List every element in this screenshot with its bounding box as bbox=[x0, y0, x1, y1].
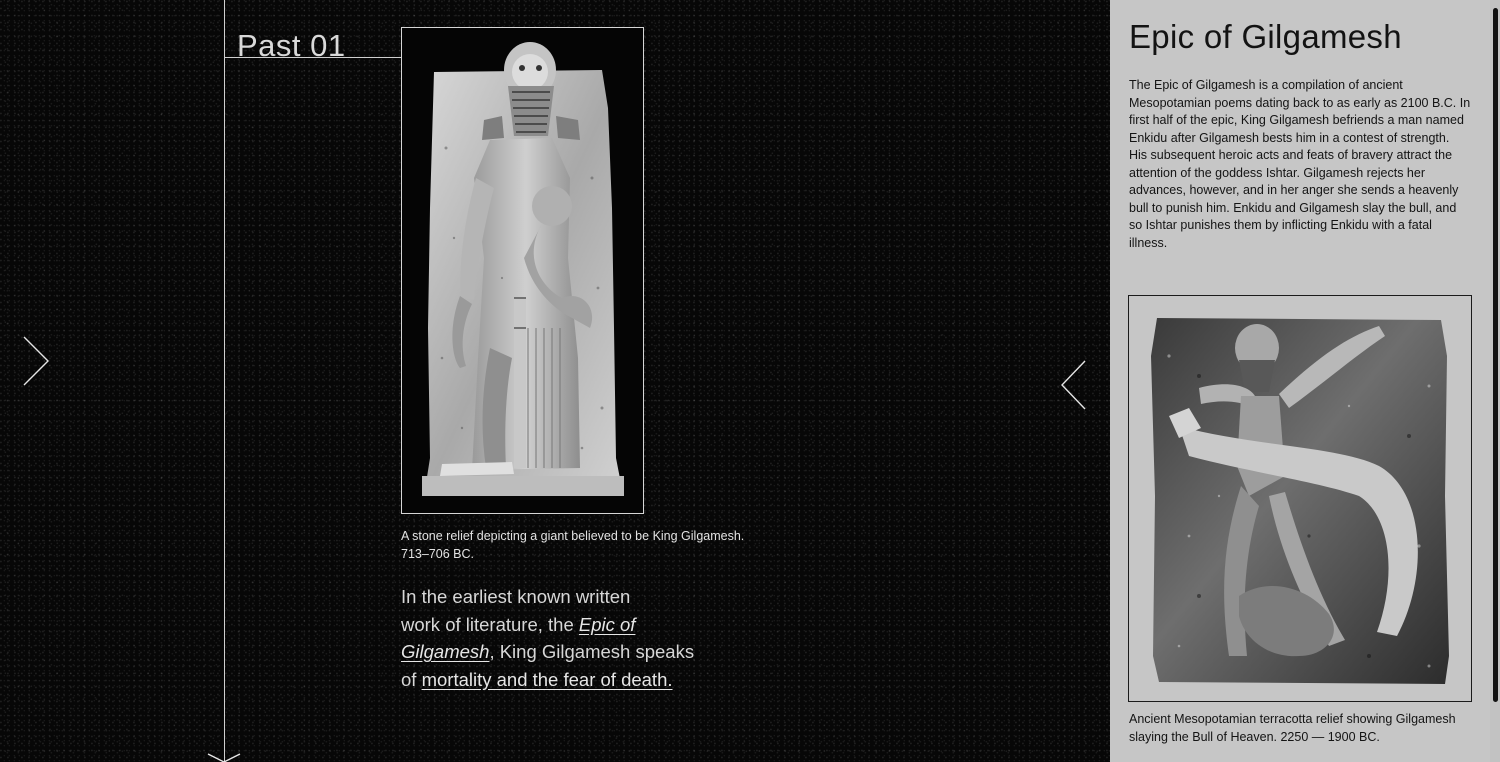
gilgamesh-relief-image bbox=[401, 27, 644, 514]
panel-body-line: so Ishtar punishes them by inflicting Enkidu with a fatal bbox=[1129, 218, 1432, 232]
bull-caption-line: slaying the Bull of Heaven. 2250 — 1900 BC. bbox=[1129, 729, 1380, 744]
relief-caption-line: A stone relief depicting a giant believed to be King Gilgamesh. bbox=[401, 529, 745, 543]
panel-body-line: Mesopotamian poems dating back to as early as 2100 B.C. In bbox=[1129, 95, 1471, 110]
panel-body-line: first half of the epic, King Gilgamesh befriends a man named bbox=[1129, 113, 1464, 127]
lead-paragraph bbox=[401, 583, 721, 693]
bull-caption-line: Ancient Mesopotamian terracotta relief showing Gilgamesh bbox=[1129, 712, 1456, 726]
panel-body-line: illness. bbox=[1129, 235, 1168, 250]
lead-text: , King Gilgamesh speaks bbox=[489, 641, 695, 662]
panel-scrollbar-thumb[interactable] bbox=[1493, 8, 1498, 702]
bull-relief-caption bbox=[1129, 711, 1479, 746]
panel-body-line: Enkidu after Gilgamesh bests him in a contest of strength. bbox=[1129, 130, 1450, 145]
panel-title: Epic of Gilgamesh bbox=[1129, 18, 1402, 55]
panel-body-text bbox=[1129, 77, 1479, 252]
vertical-rule bbox=[224, 0, 225, 762]
panel-body-line: advances, however, and in her anger she sends a heavenly bbox=[1129, 183, 1459, 197]
chevron-left-icon bbox=[1054, 358, 1090, 414]
mortality-link[interactable]: mortality and the fear of death. bbox=[421, 668, 673, 690]
relief-caption bbox=[401, 528, 771, 563]
panel-body-line: His subsequent heroic acts and feats of bravery attract the bbox=[1129, 148, 1453, 162]
relief-caption-line: 713–706 BC. bbox=[401, 546, 474, 561]
relief-illustration bbox=[402, 28, 643, 513]
lead-line bbox=[401, 666, 721, 694]
scroll-down-button[interactable] bbox=[204, 748, 244, 762]
panel-body-line: attention of the goddess Ishtar. Gilgamesh rejects her bbox=[1129, 165, 1426, 180]
lead-text: of bbox=[401, 668, 422, 690]
lead-line: In the earliest known written bbox=[401, 586, 631, 607]
next-arrow-button[interactable] bbox=[1054, 358, 1090, 414]
panel-body-line: The Epic of Gilgamesh is a compilation of ancient bbox=[1129, 78, 1403, 92]
lead-line bbox=[401, 638, 721, 666]
lead-text: work of literature, the bbox=[401, 613, 579, 635]
bull-relief-illustration bbox=[1129, 296, 1471, 701]
chevron-down-icon bbox=[204, 748, 244, 762]
panel-body-line: bull to punish him. Enkidu and Gilgamesh slay the bull, and bbox=[1129, 200, 1457, 215]
chevron-left-icon bbox=[18, 334, 52, 390]
previous-arrow-button[interactable] bbox=[18, 334, 52, 390]
section-label: Past 01 bbox=[237, 28, 346, 63]
lead-line bbox=[401, 611, 721, 639]
epic-of-gilgamesh-link-continued[interactable]: Gilgamesh bbox=[401, 641, 490, 662]
epic-of-gilgamesh-link[interactable]: Epic of bbox=[578, 613, 636, 635]
bull-of-heaven-relief-image bbox=[1128, 295, 1472, 702]
